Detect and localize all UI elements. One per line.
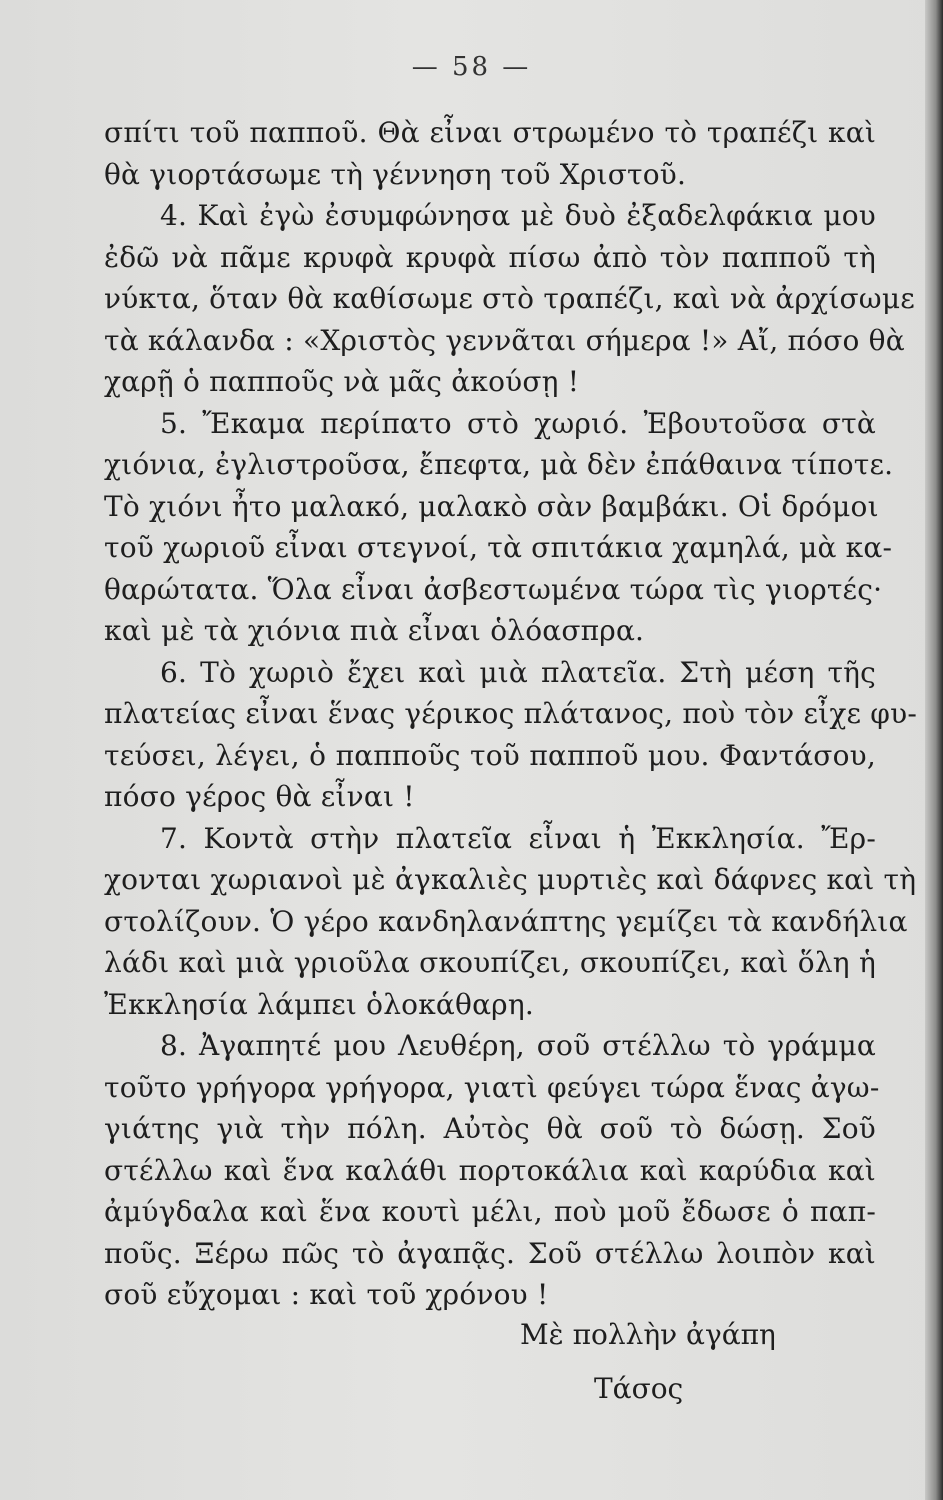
text-line: χαρῇ ὁ παπποῦς νὰ μᾶς ἀκούσῃ !	[104, 365, 580, 398]
text-line: Τὸ χιόνι ἦτο μαλακό, μαλακὸ σὰν βαμβάκι. Οἱ δρόμοι	[104, 489, 879, 523]
text-line: χιόνια, ἐγλιστροῦσα, ἔπεφτα, μὰ δὲν ἐπάθαινα τίποτε.	[104, 448, 894, 481]
text-line: ποῦς. Ξέρω πῶς τὸ ἀγαπᾷς. Σοῦ στέλλω λοιπὸν καὶ	[104, 1236, 876, 1270]
signature-name: Τάσος	[594, 1372, 684, 1405]
text-line: σοῦ εὔχομαι : καὶ τοῦ χρόνου !	[104, 1278, 549, 1311]
text-line: νύκτα, ὅταν θὰ καθίσωμε στὸ τραπέζι, καὶ νὰ ἀρχίσωμε	[104, 282, 915, 315]
text-line: 8. Ἀγαπητέ μου Λευθέρη, σοῦ στέλλω τὸ γράμμα	[160, 1029, 876, 1062]
text-line: τὰ κάλανδα : «Χριστὸς γεννᾶται σήμερα !» Αἴ, πόσο θὰ	[104, 323, 905, 357]
page-number: — 58 —	[411, 52, 532, 82]
text-line: 4. Καὶ ἐγὼ ἐσυμφώνησα μὲ δυὸ ἐξαδελφάκια μου	[160, 199, 876, 232]
body-text	[104, 112, 917, 1316]
text-line: πλατείας εἶναι ἕνας γέρικος πλάτανος, ποὺ τὸν εἶχε φυ-	[104, 697, 917, 730]
text-line: ἀμύγδαλα καὶ ἕνα κουτὶ μέλι, ποὺ μοῦ ἔδωσε ὁ παπ-	[104, 1195, 876, 1228]
closing-salutation: Μὲ πολλὴν ἀγάπη	[520, 1318, 776, 1351]
text-line: τοῦ χωριοῦ εἶναι στεγνοί, τὰ σπιτάκια χαμηλά, μὰ κα-	[104, 531, 893, 564]
page-binding-edge	[925, 0, 943, 1500]
text-line: 5. Ἔκαμα περίπατο στὸ χωριό. Ἐβουτοῦσα στὰ	[160, 406, 876, 440]
text-line: καὶ μὲ τὰ χιόνια πιὰ εἶναι ὁλόασπρα.	[104, 614, 645, 647]
text-line: θὰ γιορτάσωμε τὴ γέννηση τοῦ Χριστοῦ.	[104, 157, 687, 191]
text-line: τοῦτο γρήγορα γρήγορα, γιατὶ φεύγει τώρα ἕνας ἀγω-	[104, 1070, 880, 1104]
text-line: στολίζουν. Ὁ γέρο κανδηλανάπτης γεμίζει τὰ κανδήλια	[104, 904, 908, 938]
text-line: χονται χωριανοὶ μὲ ἀγκαλιὲς μυρτιὲς καὶ δάφνες καὶ τὴ	[104, 863, 917, 896]
text-line: λάδι καὶ μιὰ γριοῦλα σκουπίζει, σκουπίζει, καὶ ὅλη ἡ	[104, 946, 876, 979]
text-line: τεύσει, λέγει, ὁ παπποῦς τοῦ παπποῦ μου. Φαντάσου,	[104, 738, 876, 772]
text-line: στέλλω καὶ ἕνα καλάθι πορτοκάλια καὶ καρύδια καὶ	[104, 1153, 876, 1187]
text-line: ἐδῶ νὰ πᾶμε κρυφὰ κρυφὰ πίσω ἀπὸ τὸν παπποῦ τὴ	[104, 240, 876, 274]
text-line: γιάτης γιὰ τὴν πόλη. Αὐτὸς θὰ σοῦ τὸ δώσῃ. Σοῦ	[104, 1112, 876, 1145]
text-line: Ἐκκλησία λάμπει ὁλοκάθαρη.	[104, 987, 534, 1021]
text-line: θαρώτατα. Ὅλα εἶναι ἀσβεστωμένα τώρα τὶς γιορτές·	[104, 572, 883, 606]
text-line: σπίτι τοῦ παπποῦ. Θὰ εἶναι στρωμένο τὸ τραπέζι καὶ	[104, 116, 876, 149]
text-line: 6. Τὸ χωριὸ ἔχει καὶ μιὰ πλατεῖα. Στὴ μέση τῆς	[160, 655, 876, 689]
text-line: πόσο γέρος θὰ εἶναι !	[104, 780, 415, 813]
text-line: 7. Κοντὰ στὴν πλατεῖα εἶναι ἡ Ἐκκλησία. Ἔρ-	[160, 821, 876, 855]
